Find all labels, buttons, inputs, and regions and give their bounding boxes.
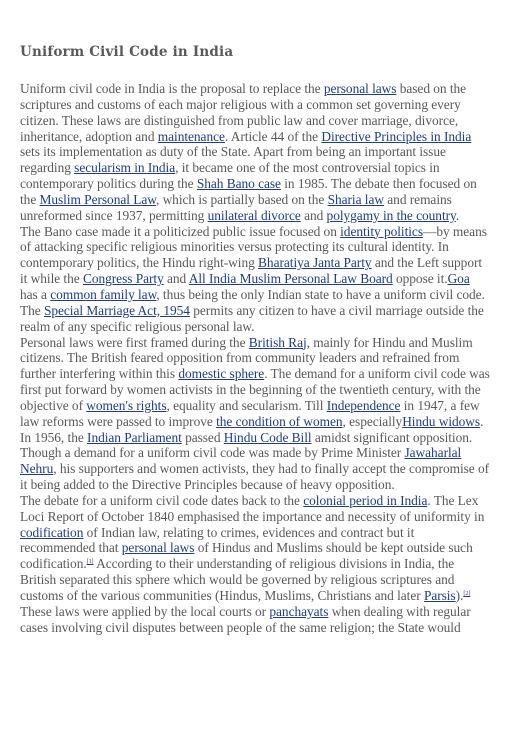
text-run: sets its implementation as duty of the State. Apart from being an important issue regarding [20, 144, 446, 176]
text-run: , it became one of the most controversial topics in contemporary politics during the [20, 160, 440, 192]
text-run: ). [455, 588, 464, 603]
link-parsis[interactable]: Parsis [423, 588, 456, 603]
text-run: and [300, 207, 327, 223]
link-colonial-period[interactable]: colonial period in India [303, 492, 428, 508]
text-run: , thus being the only Indian state to have a uniform civil code. The [20, 286, 485, 318]
text-run: . Article 44 of the [224, 128, 322, 144]
footnote-ref-1[interactable]: [1] [86, 559, 94, 566]
paragraph-history [20, 335, 490, 493]
link-shah-bano-case[interactable]: Shah Bano case [196, 176, 281, 192]
text-run: The Bano case made it a politicized public issue focused on [20, 223, 341, 239]
link-special-marriage-act[interactable]: Special Marriage Act, 1954 [43, 302, 190, 318]
footnote-ref-2[interactable]: [2] [463, 591, 471, 597]
article-body [20, 81, 490, 636]
text-run: based on the scriptures and customs of each major religious with a common set governing every citizen. These laws are distinguished from public law and cover marriage, divorce, inheritance, adoption and [20, 81, 467, 144]
paragraph-bano-case [20, 224, 490, 335]
link-womens-rights[interactable]: women's rights [86, 397, 167, 413]
link-indian-parliament[interactable]: Indian Parliament [87, 429, 182, 445]
text-run: . [455, 207, 460, 223]
text-run: These laws were applied by the local courts or [20, 603, 270, 619]
text-run: , which is partially based on the [155, 191, 328, 207]
link-aimplb[interactable]: All India Muslim Personal Law Board [188, 271, 393, 287]
text-run: and remains unreformed since 1937, permitting [20, 191, 452, 223]
link-directive-principles[interactable]: Directive Principles in India [321, 128, 472, 144]
paragraph-colonial [20, 493, 490, 636]
text-run: and the Left support it while the [20, 255, 483, 287]
link-condition-of-women[interactable]: the condition of women [216, 413, 343, 429]
text-run: . The Lex Loci Report of October 1840 emphasised the importance and necessity of uniformity in [20, 492, 485, 524]
text-run: , equality and secularism. Till [166, 397, 327, 413]
link-congress-party[interactable]: Congress Party [82, 271, 164, 287]
link-maintenance[interactable]: maintenance [157, 128, 225, 144]
text-run: . In 1956, the [20, 413, 484, 445]
link-goa[interactable]: Goa [447, 271, 470, 287]
link-sharia-law[interactable]: Sharia law [327, 191, 384, 207]
text-run: in 1947, a few law reforms were passed to improve [20, 397, 480, 429]
text-run: , especially [342, 413, 403, 429]
text-run: has a [20, 286, 51, 302]
link-domestic-sphere[interactable]: domestic sphere [178, 366, 265, 382]
text-run: of Indian law, relating to crimes, evidences and contract but it recommended that [20, 524, 415, 556]
text-run: and [163, 271, 189, 287]
text-run: amidst significant opposition. Though a demand for a uniform civil code was made by Prime Minister [20, 429, 473, 461]
text-run: Personal laws were first framed during the [20, 334, 249, 350]
text-run: of Hindus and Muslims should be kept outside such codification. [20, 540, 473, 572]
text-run: , his supporters and women activists, they had to finally accept the compromise of it being added to the Directive Principles because of heavy opposition. [20, 461, 490, 493]
text-run: The debate for a uniform civil code dates back to the [20, 492, 304, 508]
text-run: oppose it. [392, 271, 448, 287]
text-run: passed [181, 429, 224, 445]
link-secularism-in-india[interactable]: secularism in India [74, 160, 176, 176]
link-codification[interactable]: codification [20, 524, 84, 540]
link-independence[interactable]: Independence [326, 397, 401, 413]
text-run: , mainly for Hindu and Muslim citizens. The British feared opposition from community leaders and refrained from further interfering within this [20, 334, 473, 382]
link-hindu-code-bill[interactable]: Hindu Code Bill [223, 429, 312, 445]
paragraph-intro [20, 81, 490, 224]
link-panchayats[interactable]: panchayats [269, 603, 329, 619]
text-run: . The demand for a uniform civil code was first put forward by women activists in the beginning of the twentieth century, with the objective of [20, 366, 490, 413]
text-run: in 1985. The debate then focused on the [20, 176, 477, 207]
link-british-raj[interactable]: British Raj [248, 334, 307, 350]
link-polygamy[interactable]: polygamy in the country [326, 207, 456, 223]
text-run: —by means of attacking specific religious minorities versus protecting its cultural identity. In contemporary politics, the Hindu right-wing [20, 223, 487, 271]
text-run: According to their understanding of religious divisions in India, the British separated this sphere which would be governed by religious scriptures and customs of the various communities (Hindus, Muslims, Christians and later [20, 556, 455, 603]
link-jawaharlal-nehru[interactable]: Jawaharlal Nehru [20, 445, 462, 477]
link-personal-laws[interactable]: personal laws [323, 81, 397, 96]
text-run: when dealing with regular cases involving civil disputes between people of the same religion; the State would [20, 603, 471, 635]
link-identity-politics[interactable]: identity politics [340, 223, 423, 239]
link-unilateral-divorce[interactable]: unilateral divorce [207, 207, 301, 223]
link-personal-laws-2[interactable]: personal laws [121, 540, 195, 556]
link-hindu-widows[interactable]: Hindu widows [402, 413, 481, 429]
link-bharatiya-janta-party[interactable]: Bharatiya Janta Party [258, 255, 372, 271]
link-muslim-personal-law[interactable]: Muslim Personal Law [39, 191, 156, 207]
text-run: permits any citizen to have a civil marriage outside the realm of any specific religious personal law. [20, 302, 484, 334]
article-title: Uniform Civil Code in India [20, 44, 234, 60]
text-run: Uniform civil code in India is the proposal to replace the [20, 81, 324, 96]
link-common-family-law[interactable]: common family law [50, 286, 157, 302]
